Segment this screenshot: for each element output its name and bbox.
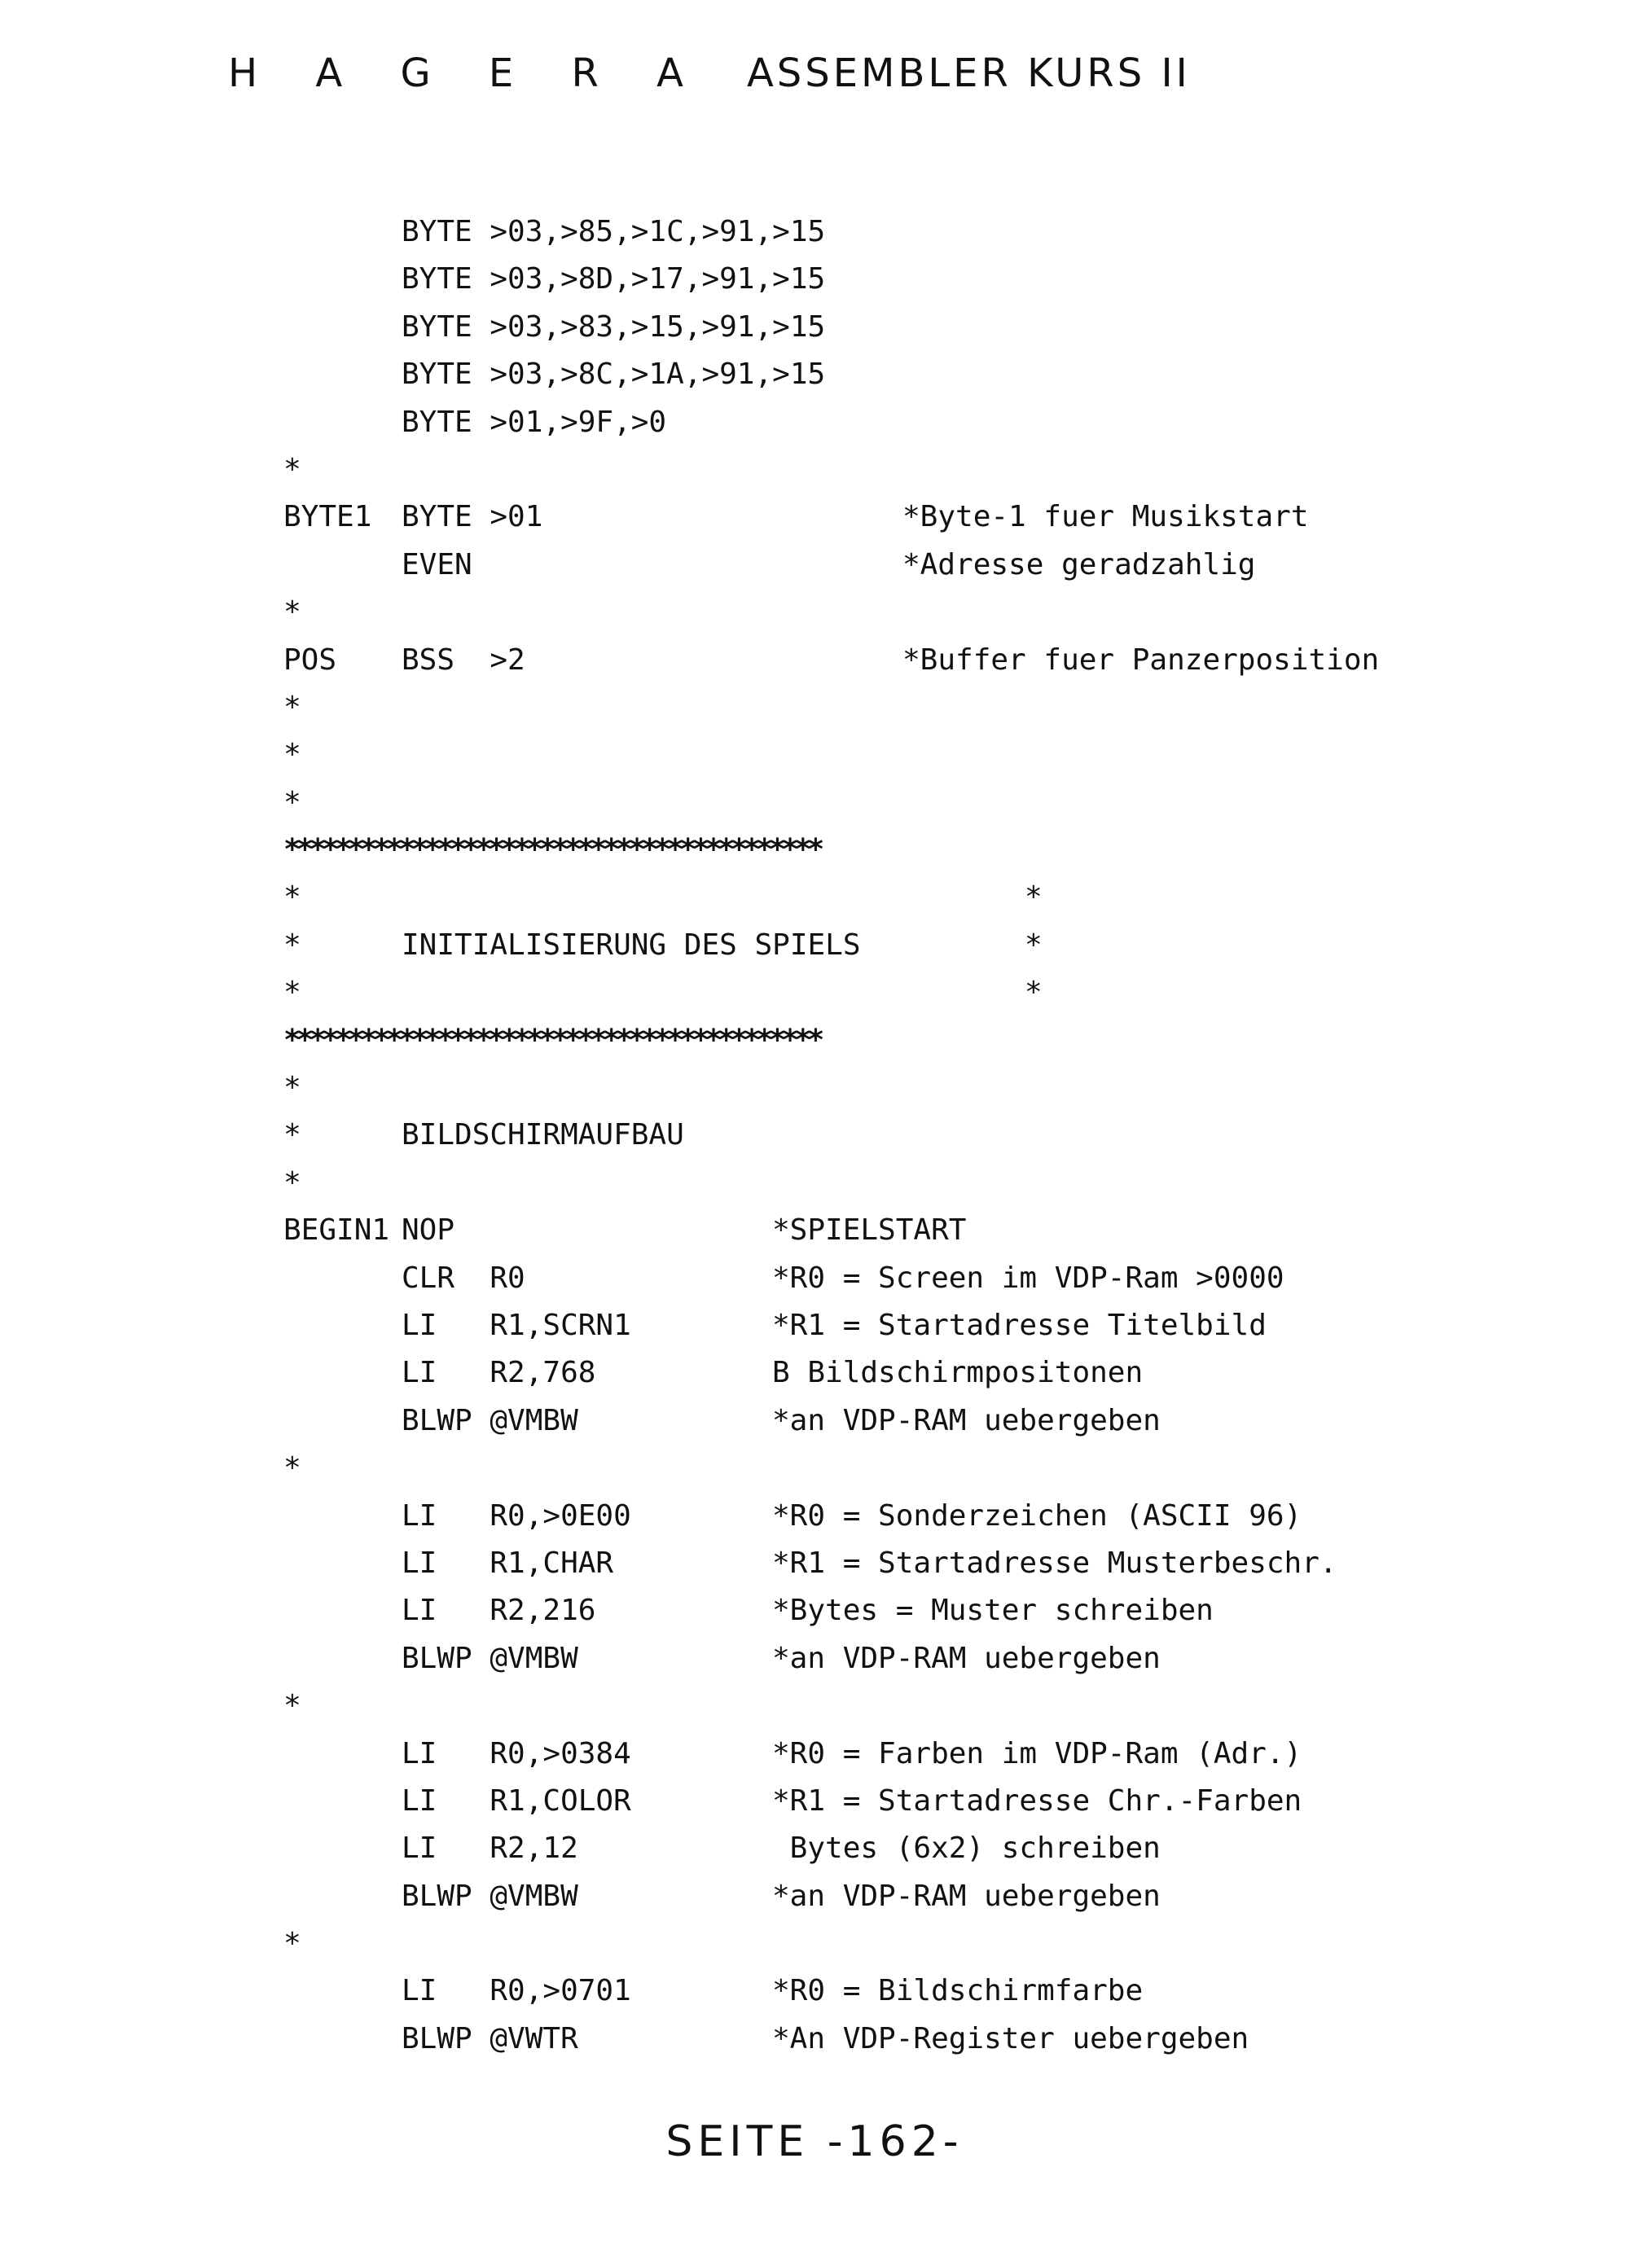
comment-star: * (283, 1165, 301, 1200)
code-instruction: LI R2,12 (402, 1832, 578, 1866)
code-line (283, 399, 1603, 446)
code-comment: *R1 = Startadresse Musterbeschr. (772, 1546, 1337, 1580)
code-line (283, 494, 1603, 541)
code-line (283, 969, 1603, 1016)
code-instruction: LI R2,768 (402, 1356, 596, 1390)
header-brand: H A G E R A (228, 50, 706, 96)
code-instruction: CLR R0 (402, 1261, 525, 1295)
code-instruction: LI R1,CHAR (402, 1546, 614, 1580)
code-instruction: LI R0,>0701 (402, 1974, 631, 2008)
code-instruction: BYTE >03,>8C,>1A,>91,>15 (402, 358, 826, 392)
code-comment: *R0 = Screen im VDP-Ram >0000 (772, 1261, 1284, 1295)
code-line (283, 1920, 1603, 1968)
code-line (283, 542, 1603, 589)
code-line (283, 874, 1603, 921)
code-label: BEGIN1 (283, 1213, 390, 1248)
code-line (283, 779, 1603, 827)
code-comment: *an VDP-RAM uebergeben (772, 1403, 1161, 1437)
page-header (228, 50, 1191, 96)
code-line (283, 1873, 1603, 1920)
code-comment: *R1 = Startadresse Titelbild (772, 1308, 1267, 1342)
code-line (283, 304, 1603, 351)
code-instruction: EVEN (402, 547, 472, 581)
code-comment: *SPIELSTART (772, 1213, 967, 1248)
comment-star: * (283, 452, 301, 486)
code-line (283, 1635, 1603, 1682)
code-instruction: LI R0,>0384 (402, 1736, 631, 1770)
comment-star: * (283, 1071, 301, 1105)
code-instruction: NOP (402, 1213, 455, 1248)
code-line (283, 1017, 1603, 1064)
comment-star: * (283, 690, 301, 724)
code-instruction: LI R1,SCRN1 (402, 1308, 631, 1342)
comment-star: * (283, 785, 301, 819)
code-comment: *an VDP-RAM uebergeben (772, 1641, 1161, 1675)
code-label: POS (283, 643, 337, 677)
comment-star: * (283, 928, 301, 962)
code-line (283, 1825, 1603, 1872)
code-instruction: LI R2,216 (402, 1594, 596, 1628)
code-line (283, 731, 1603, 779)
code-line (283, 1731, 1603, 1778)
comment-star: * (283, 1689, 301, 1723)
code-instruction: LI R0,>0E00 (402, 1498, 631, 1533)
code-comment: *Bytes = Muster schreiben (772, 1594, 1214, 1628)
code-instruction: BYTE >01,>9F,>0 (402, 405, 667, 439)
code-line (283, 1587, 1603, 1634)
code-instruction: BLWP @VMBW (402, 1641, 578, 1675)
comment-star: * (283, 1451, 301, 1485)
code-line (283, 1493, 1603, 1540)
code-line (283, 446, 1603, 494)
code-line (283, 589, 1603, 636)
code-comment: *Adresse geradzahlig (902, 547, 1256, 581)
code-comment: *Buffer fuer Panzerposition (902, 643, 1380, 677)
code-line (283, 1682, 1603, 1730)
box-border-star: * (1025, 976, 1043, 1010)
code-line (283, 827, 1603, 874)
code-line (283, 1112, 1603, 1159)
code-line (283, 1445, 1603, 1492)
header-title: ASSEMBLER KURS II (746, 50, 1191, 96)
code-comment: B Bildschirmpositonen (772, 1356, 1144, 1390)
code-line (283, 684, 1603, 731)
code-comment: *an VDP-RAM uebergeben (772, 1879, 1161, 1913)
code-line (283, 1207, 1603, 1254)
code-instruction: BYTE >03,>85,>1C,>91,>15 (402, 215, 826, 248)
code-instruction: BLWP @VWTR (402, 2021, 578, 2055)
code-line (283, 351, 1603, 398)
code-line (283, 922, 1603, 969)
comment-star: * (283, 738, 301, 772)
page-number: SEITE -162- (665, 2117, 964, 2166)
code-comment: *R0 = Bildschirmfarbe (772, 1974, 1144, 2008)
code-line (283, 2016, 1603, 2063)
code-label: BYTE1 (283, 500, 372, 534)
code-line (283, 1064, 1603, 1112)
code-line (283, 1349, 1603, 1397)
code-comment: *An VDP-Register uebergeben (772, 2021, 1249, 2055)
code-instruction: BYTE >03,>83,>15,>91,>15 (402, 309, 826, 344)
code-instruction: BSS >2 (402, 643, 525, 677)
code-instruction: BYTE >03,>8D,>17,>91,>15 (402, 262, 826, 296)
code-instruction: LI R1,COLOR (402, 1783, 631, 1818)
comment-star: * (283, 595, 301, 630)
comment-star: * (283, 880, 301, 915)
box-border-star: * (1025, 880, 1043, 915)
code-comment: *R0 = Farben im VDP-Ram (Adr.) (772, 1736, 1302, 1770)
code-comment: *R0 = Sonderzeichen (ASCII 96) (772, 1498, 1302, 1533)
section-title: BILDSCHIRMAUFBAU (402, 1118, 684, 1152)
code-line (283, 256, 1603, 303)
code-line (283, 1160, 1603, 1207)
comment-star: * (283, 1118, 301, 1152)
code-line (283, 1778, 1603, 1825)
banner-line: ****************************************** (283, 1023, 820, 1057)
code-line (283, 1397, 1603, 1445)
code-instruction: BLWP @VMBW (402, 1879, 578, 1913)
code-instruction: BLWP @VMBW (402, 1403, 578, 1437)
code-comment: Bytes (6x2) schreiben (772, 1832, 1161, 1866)
section-title: INITIALISIERUNG DES SPIELS (402, 928, 861, 962)
comment-star: * (283, 1927, 301, 1961)
box-border-star: * (1025, 928, 1043, 962)
banner-line: ****************************************** (283, 833, 820, 867)
code-line (283, 637, 1603, 684)
assembler-listing (283, 208, 1603, 2063)
code-line (283, 1302, 1603, 1349)
comment-star: * (283, 976, 301, 1010)
code-line (283, 1255, 1603, 1302)
code-comment: *R1 = Startadresse Chr.-Farben (772, 1783, 1302, 1818)
code-instruction: BYTE >01 (402, 500, 543, 534)
code-comment: *Byte-1 fuer Musikstart (902, 500, 1309, 534)
code-line (283, 208, 1603, 256)
code-line (283, 1540, 1603, 1587)
code-line (283, 1968, 1603, 2015)
